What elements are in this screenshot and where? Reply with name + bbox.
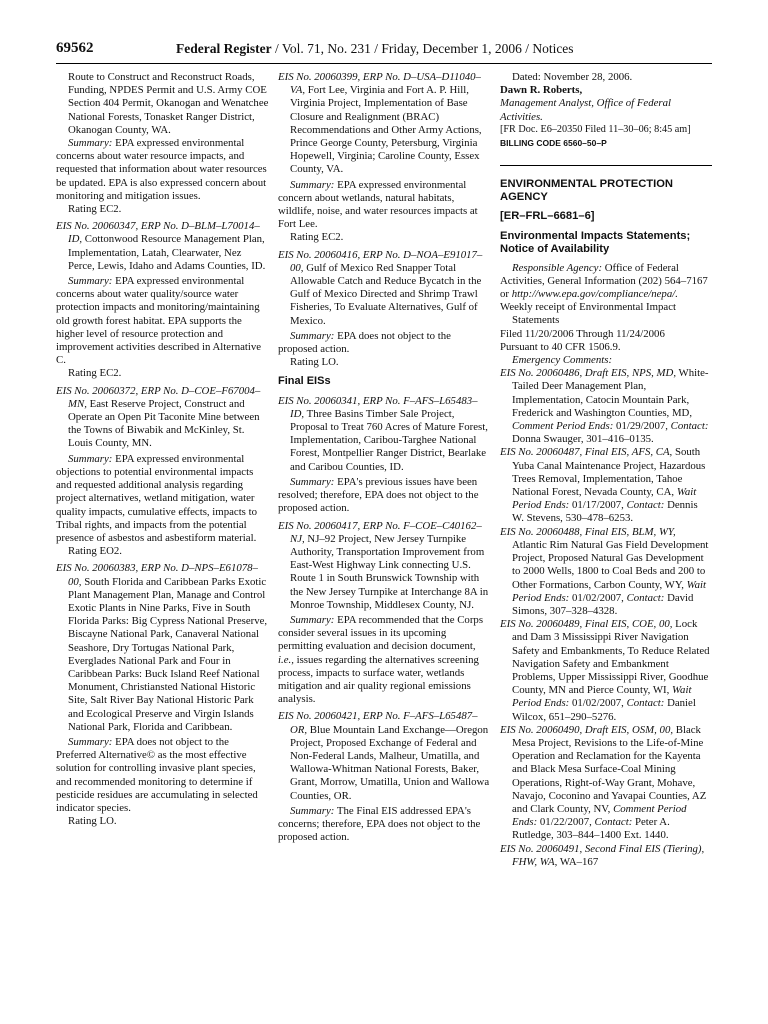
eis-summary: Summary: EPA does not object to the Preferred Alternative© as the most effective solution for controlling invasive plant species, and recommended monitoring to determine if pesticide residues are accumulating in selected indicator species. bbox=[56, 735, 258, 814]
eis-description: South Florida and Caribbean Parks Exotic Plant Management Plan, Manage and Control Exotic Plants in Nine Parks, Five in South Florida Parks: Big Cypress National Preserve, Biscayne National Park, Canaveral National Seashore, Dry Tortugas National Park, Everglades National Park and Four in Caribbean Parks: Buck Island Reef National Monument, Christiansted National Historic Site, Salt River Bay National Historic Park and Ecological Preserve and Virgin Islands National Park, Florida and Caribbean. bbox=[68, 575, 268, 733]
eis-entry-20060490: EIS No. 20060490, Draft EIS, OSM, 00, Black Mesa Project, Revisions to the Life-of-Mine Operation and Reclamation for the Kayenta and Black Mesa Surface-Coal Mining Operations, Right-of-Way Grant, Mohave, Navajo, Coconino and Yavapai Counties, AZ and Clark County, NV, Comment Period Ends: 01/22/2007, Contact: Peter A. Rutledge, 303–844–1400 Ext. 1440. bbox=[500, 723, 707, 842]
eis-description: Fort Lee, Virginia and Fort A. P. Hill, Virginia Project, Implementation of Base Closure and Realignment (BRAC) Recommendations and Other Army Actions, Prince George County, Petersburg, Virginia Hopewell, Virginia; Caroline County, Essex County, VA. bbox=[290, 84, 482, 176]
eis-id: EIS No. 20060383, ERP No. D–NPS–E61078–00, bbox=[56, 562, 258, 588]
docket-number: [ER–FRL–6681–6] bbox=[500, 210, 595, 223]
eis-id: EIS No. 20060372, ERP No. D–COE–F67004–MN, bbox=[56, 384, 261, 410]
summary-label: Summary: bbox=[290, 804, 335, 817]
responsible-agency: Responsible Agency: Office of Federal Activities, General Information (202) 564–7167 or http://www.epa.gov/compliance/nepa/. bbox=[500, 261, 708, 301]
eis-description: East Reserve Project, Construct and Operate an Open Pit Taconite Mine between the Towns of Biwabik and McKinley, St. Louis County, MN. bbox=[68, 397, 260, 450]
eis-description: NJ–92 Project, New Jersey Turnpike Authority, Transportation Improvement from East-West Highway Link connecting U.S. Route 1 in South Brunswick Township with the New Jersey Turnpike at Interchange 8A in Monroe Township, Middlesex County, NJ. bbox=[290, 532, 489, 611]
eis-id: EIS No. 20060490, Draft EIS, OSM, 00, bbox=[500, 723, 674, 736]
eis-entry-20060417 bbox=[278, 520, 491, 707]
eis-summary: Summary: EPA expressed environmental objections to potential environmental impacts and requested additional analysis regarding project alternatives, wetland mitigation, water quality impacts, cumulative effects, impacts to Tribal rights, and impacts from the potential presence of asbestos and asbestiform material. bbox=[56, 452, 257, 544]
summary-label: Summary: bbox=[290, 613, 335, 626]
eis-summary: Summary: EPA's previous issues have been resolved; therefore, EPA does not object to the proposed action. bbox=[278, 475, 479, 515]
eis-id: EIS No. 20060399, ERP No. D–USA–D11040–VA, bbox=[278, 71, 481, 97]
eis-entry-20060488: EIS No. 20060488, Final EIS, BLM, WY, Atlantic Rim Natural Gas Field Development Project, Proposed Natural Gas Development to 2000 Wells, 1800 to Coal Beds and 200 to Other Formations, Carbon County, WY, Wait Period Ends: 01/02/2007, Contact: David Simons, 307–328–4328. bbox=[500, 525, 709, 617]
eis-id: EIS No. 20060491, Second Final EIS (Tiering), FHW, WA, bbox=[500, 842, 705, 868]
eis-rating: Rating EC2. bbox=[290, 231, 344, 244]
eis-summary: Summary: EPA expressed environmental concern about wetlands, natural habitats, wildlife, noise, and water resources impacts at Fort Lee. bbox=[278, 178, 478, 231]
eis-entry-20060372 bbox=[56, 385, 269, 559]
summary-label: Summary: bbox=[68, 452, 113, 465]
eis-entry-20060383 bbox=[56, 562, 269, 828]
eis-id: EIS No. 20060421, ERP No. F–AFS–L65487–OR, bbox=[278, 710, 478, 736]
eis-id: EIS No. 20060486, Draft EIS, NPS, MD, bbox=[500, 367, 677, 380]
dated-line: Dated: November 28, 2006. bbox=[512, 71, 633, 83]
eis-id: EIS No. 20060341, ERP No. F–AFS–L65483–ID, bbox=[278, 394, 478, 420]
column-2 bbox=[278, 71, 491, 844]
eis-entry-20060416 bbox=[278, 249, 491, 370]
eis-id: EIS No. 20060488, Final EIS, BLM, WY, bbox=[500, 525, 676, 538]
weekly-receipt: Weekly receipt of Environmental Impact Statements bbox=[500, 301, 677, 327]
summary-label: Summary: bbox=[290, 329, 335, 342]
eis-entry-20060491: EIS No. 20060491, Second Final EIS (Tiering), FHW, WA, WA–167 bbox=[500, 842, 705, 868]
eis-summary: Summary: EPA expressed environmental concerns about water quality/source water protection impacts and monitoring/maintaining old growth forest habitat. EPA supports the higher level of resource protection and improvement activities described in Alternative C. bbox=[56, 275, 262, 367]
eis-entry-20060341 bbox=[278, 395, 491, 516]
eis-summary: Summary: The Final EIS addressed EPA's concerns; therefore, EPA does not object to the proposed action. bbox=[278, 804, 481, 844]
eis-summary: Summary: EPA does not object to the proposed action. bbox=[278, 329, 451, 356]
pursuant-line: Pursuant to 40 CFR 1506.9. bbox=[500, 340, 621, 353]
page-number: 69562 bbox=[56, 40, 94, 56]
eis-rating: Rating EO2. bbox=[68, 545, 122, 558]
eis-summary: Summary: EPA recommended that the Corps consider several issues in its upcoming permitting evaluation and decision document, i.e., issues regarding the alternatives screening process, impacts to surface water, wetlands mitigation and air quality regional emissions analysis. bbox=[278, 613, 484, 706]
continued-entry-summary: Summary: EPA expressed environmental concerns about water resource impacts, and requested that information about water resources be updated. EPA is also expressed concern about monitoring and mitigation issues. bbox=[56, 137, 267, 202]
eis-description: Three Basins Timber Sale Project, Proposal to Treat 760 Acres of Mature Forest, Implementation, Caribou-Targhee National Forest, Montpellier Ranger District, Bearlake and Caribou Counties, ID. bbox=[290, 407, 488, 473]
notice-divider bbox=[500, 165, 712, 166]
eis-id: EIS No. 20060487, Final EIS, AFS, CA, bbox=[500, 446, 673, 459]
eis-id: EIS No. 20060417, ERP No. F–COE–C40162–NJ, bbox=[278, 519, 482, 545]
eis-description: Gulf of Mexico Red Snapper Total Allowable Catch and Reduce Bycatch in the Gulf of Mexico Directed and Shrimp Trawl Fisheries, To Evaluate Alternatives, Gulf of Mexico. bbox=[290, 261, 482, 327]
eis-rating: Rating LO. bbox=[290, 356, 339, 369]
eis-description: Cottonwood Resource Management Plan, Implementation, Latah, Clearwater, Nez Perce, Lewis, Idaho and Adams Counties, ID. bbox=[68, 233, 266, 272]
issue-info: / Vol. 71, No. 231 / Friday, December 1, 2006 / Notices bbox=[271, 41, 574, 56]
filed-dates: Filed 11/20/2006 Through 11/24/2006 bbox=[500, 327, 665, 340]
agency-heading: ENVIRONMENTAL PROTECTION AGENCY bbox=[500, 178, 673, 204]
signer-title: Management Analyst, Office of Federal Activities. bbox=[500, 97, 672, 123]
column-3 bbox=[500, 71, 712, 869]
summary-label: Summary: bbox=[68, 275, 113, 288]
eis-entry-20060347 bbox=[56, 220, 269, 380]
header-rule bbox=[56, 63, 712, 64]
eis-entry-20060489: EIS No. 20060489, Final EIS, COE, 00, Lock and Dam 3 Mississippi River Navigation Safety and Embankments, To Reduce Related Navigation Safety and Embankment Problems, Upper Mississippi River, Goodhue County, MN and Pierce County, WI, Wait Period Ends: 01/02/2007, Contact: Daniel Wilcox, 651–290–5276. bbox=[500, 618, 710, 723]
eis-id: EIS No. 20060347, ERP No. D–BLM–L70014–ID, bbox=[56, 220, 260, 246]
page-header bbox=[56, 40, 712, 62]
billing-code: BILLING CODE 6560–50–P bbox=[500, 138, 607, 149]
notice-title: Environmental Impacts Statements; Notice of Availability bbox=[500, 229, 691, 255]
summary-label: Summary: bbox=[68, 137, 113, 150]
eis-entry-20060486: EIS No. 20060486, Draft EIS, NPS, MD, White-Tailed Deer Management Plan, Implementation, Catocin Mountain Park, Frederick and Washington Counties, MD, Comment Period Ends: 01/29/2007, Contact: Donna Swauger, 301–416–0135. bbox=[500, 367, 709, 446]
eis-rating: Rating LO. bbox=[68, 815, 117, 828]
summary-label: Summary: bbox=[290, 475, 335, 488]
publication-name: Federal Register bbox=[176, 41, 272, 56]
responsible-agency-label: Responsible Agency: bbox=[512, 261, 603, 274]
eis-description: Blue Mountain Land Exchange—Oregon Project, Proposed Exchange of Federal and Non-Federal Lands, Malheur, Umatilla, and Wallowa-Whitman National Forests, Baker, Grant, Morrow, Umatilla, Union and Wallowa Counties, OR. bbox=[290, 723, 490, 802]
eis-entry-20060487: EIS No. 20060487, Final EIS, AFS, CA, South Yuba Canal Maintenance Project, Hazardous Trees Removal, Implementation, Tahoe National Forest, Nevada County, CA, Wait Period Ends: 01/17/2007, Contact: Dennis W. Stevens, 530–478–6253. bbox=[500, 446, 706, 525]
final-eis-heading: Final EISs bbox=[278, 375, 331, 388]
eis-rating: Rating EC2. bbox=[68, 367, 122, 380]
eis-entry-20060421 bbox=[278, 710, 491, 844]
continued-entry-rating: Rating EC2. bbox=[68, 203, 122, 216]
summary-label: Summary: bbox=[290, 178, 335, 191]
eis-id: EIS No. 20060416, ERP No. D–NOA–E91017–00, bbox=[278, 248, 483, 274]
eis-entry-20060399 bbox=[278, 71, 491, 245]
continued-entry-text: Route to Construct and Reconstruct Roads, Funding, NPDES Permit and U.S. Army COE Section 404 Permit, Okanogan and Wenatchee National Forests, Tonasket Ranger District, Okanogan County, WA. bbox=[68, 71, 269, 136]
epa-nepa-link: http://www.epa.gov/compliance/nepa/. bbox=[511, 288, 678, 301]
emergency-comments-label: Emergency Comments: bbox=[512, 354, 613, 367]
summary-label: Summary: bbox=[68, 735, 113, 748]
column-1 bbox=[56, 71, 269, 832]
eis-id: EIS No. 20060489, Final EIS, COE, 00, bbox=[500, 618, 673, 631]
fr-doc-line: [FR Doc. E6–20350 Filed 11–30–06; 8:45 am] bbox=[500, 123, 691, 135]
running-head bbox=[176, 41, 574, 57]
signer-name: Dawn R. Roberts, bbox=[500, 84, 583, 97]
